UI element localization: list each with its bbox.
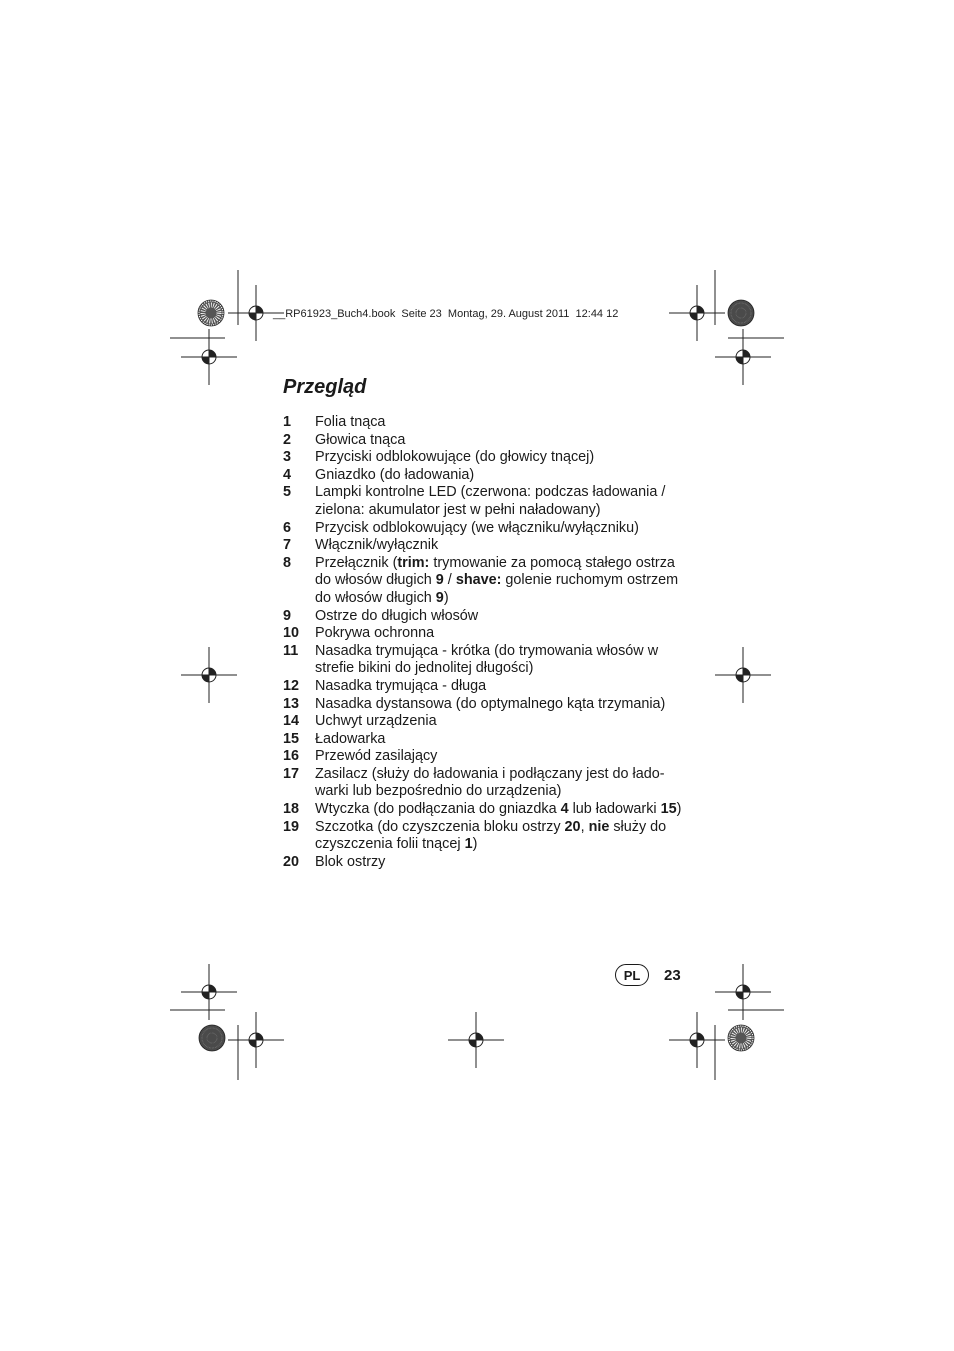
item-description-line (315, 854, 703, 872)
item-description-line (315, 590, 703, 608)
text-segment: Nasadka trymująca - długa (315, 677, 487, 694)
item-description-line (315, 449, 703, 467)
list-item (283, 608, 703, 626)
text-segment: strefie bikini do jednolitej długości) (315, 660, 534, 677)
bold-reference: 15 (660, 801, 677, 818)
item-number: 9 (283, 607, 292, 624)
list-item (283, 766, 703, 801)
text-segment: Ładowarka (315, 730, 386, 747)
list-item (283, 801, 703, 819)
text-segment: Blok ostrzy (315, 853, 386, 870)
print-file-header: __RP61923_Buch4.book Seite 23 Montag, 29. August 2011 12:44 12 (273, 308, 619, 320)
item-number: 20 (283, 853, 300, 870)
item-number: 19 (283, 818, 300, 835)
item-number: 11 (283, 642, 299, 659)
item-description-line (315, 643, 703, 661)
list-item (283, 643, 703, 678)
item-description-line (315, 748, 703, 766)
item-description-line (315, 555, 703, 573)
text-segment: Przyciski odblokowujące (do głowicy tnącej) (315, 449, 595, 466)
item-description-line (315, 766, 703, 784)
item-number: 5 (283, 484, 292, 501)
item-number: 7 (283, 537, 292, 554)
item-number: 8 (283, 554, 292, 571)
list-item (283, 432, 703, 450)
list-item (283, 414, 703, 432)
item-description (315, 484, 703, 519)
item-description (315, 713, 703, 731)
item-description-line (315, 713, 703, 731)
text-segment: Zasilacz (służy do ładowania i podłączany jest do łado- (315, 765, 665, 782)
text-segment: Przycisk odblokowujący (we włączniku/wyłączniku) (315, 519, 639, 536)
text-segment: ) (472, 836, 478, 853)
item-description (315, 643, 703, 678)
text-segment: czyszczenia folii tnącej (315, 836, 465, 853)
item-description-line (315, 660, 703, 678)
item-number: 12 (283, 677, 300, 694)
bold-reference: 1 (464, 836, 473, 853)
language-badge: PL (615, 964, 649, 986)
list-item (283, 467, 703, 485)
item-description-line (315, 520, 703, 538)
bold-reference: 20 (564, 818, 581, 835)
item-number: 15 (283, 730, 300, 747)
item-description (315, 608, 703, 626)
page-footer (615, 964, 681, 986)
item-description (315, 432, 703, 450)
item-description-line (315, 414, 703, 432)
bold-reference: 4 (560, 801, 569, 818)
item-number: 13 (283, 695, 300, 712)
item-description-line (315, 678, 703, 696)
item-description-line (315, 801, 703, 819)
item-description (315, 854, 703, 872)
item-number: 10 (283, 625, 300, 642)
list-item (283, 854, 703, 872)
item-description (315, 696, 703, 714)
item-description-line (315, 731, 703, 749)
text-segment: do włosów długich (315, 589, 436, 606)
bold-reference: 9 (435, 572, 444, 589)
item-number: 4 (283, 466, 292, 483)
text-segment: / (443, 572, 456, 589)
text-segment: Uchwyt urządzenia (315, 713, 437, 730)
text-segment: zielona: akumulator jest w pełni naładowany) (315, 501, 601, 518)
item-description (315, 537, 703, 555)
item-number: 16 (283, 748, 300, 765)
text-segment: warki lub bezpośrednio do urządzenia) (315, 783, 562, 800)
item-description-line (315, 819, 703, 837)
item-number: 3 (283, 449, 292, 466)
item-description (315, 520, 703, 538)
item-number: 17 (283, 765, 300, 782)
text-segment: Pokrywa ochronna (315, 625, 435, 642)
item-description-line (315, 696, 703, 714)
page-title: Przegląd (283, 376, 367, 398)
item-description-line (315, 625, 703, 643)
text-segment: ) (443, 589, 449, 606)
text-segment: Gniazdko (do ładowania) (315, 466, 475, 483)
text-segment: lub ładowarki (568, 801, 661, 818)
text-segment: Nasadka dystansowa (do optymalnego kąta trzymania) (315, 695, 666, 712)
bold-reference: trim: (397, 554, 430, 571)
list-item (283, 537, 703, 555)
text-segment: Przełącznik ( (315, 554, 398, 571)
list-item (283, 449, 703, 467)
text-segment: Lampki kontrolne LED (czerwona: podczas ładowania / (315, 484, 666, 501)
item-description (315, 801, 703, 819)
item-description-line (315, 484, 703, 502)
list-item (283, 819, 703, 854)
list-item (283, 520, 703, 538)
item-description (315, 625, 703, 643)
item-description (315, 467, 703, 485)
item-description (315, 555, 703, 608)
item-description-line (315, 572, 703, 590)
list-item (283, 731, 703, 749)
text-segment: Głowica tnąca (315, 431, 406, 448)
list-item (283, 625, 703, 643)
item-number: 1 (283, 414, 292, 430)
text-segment: golenie ruchomym ostrzem (501, 572, 679, 589)
text-segment: Przewód zasilający (315, 748, 438, 765)
item-description-line (315, 783, 703, 801)
text-segment: służy do (609, 818, 667, 835)
item-number: 18 (283, 801, 300, 818)
item-description (315, 766, 703, 801)
overview-parts-list (283, 414, 703, 871)
item-number: 14 (283, 713, 300, 730)
list-item (283, 713, 703, 731)
text-segment: do włosów długich (315, 572, 436, 589)
bold-reference: shave: (455, 572, 502, 589)
list-item (283, 696, 703, 714)
item-description (315, 449, 703, 467)
text-segment: ) (676, 801, 682, 818)
page-number: 23 (664, 966, 681, 984)
list-item (283, 555, 703, 608)
item-description (315, 678, 703, 696)
text-segment: Nasadka trymująca - krótka (do trymowania włosów w (315, 642, 659, 659)
text-segment: Wtyczka (do podłączania do gniazdka (315, 801, 561, 818)
bold-reference: 9 (435, 589, 444, 606)
item-number: 2 (283, 431, 292, 448)
list-item (283, 748, 703, 766)
item-description (315, 748, 703, 766)
bold-reference: nie (588, 818, 610, 835)
item-description-line (315, 537, 703, 555)
item-description-line (315, 836, 703, 854)
item-number: 6 (283, 519, 292, 536)
item-description (315, 414, 703, 432)
list-item (283, 484, 703, 519)
text-segment: trymowanie za pomocą stałego ostrza (429, 554, 675, 571)
text-segment: Folia tnąca (315, 414, 386, 430)
list-item (283, 678, 703, 696)
item-description-line (315, 608, 703, 626)
item-description (315, 819, 703, 854)
text-segment: Szczotka (do czyszczenia bloku ostrzy (315, 818, 565, 835)
item-description (315, 731, 703, 749)
text-segment: Włącznik/wyłącznik (315, 537, 439, 554)
item-description-line (315, 467, 703, 485)
text-segment: , (580, 818, 589, 835)
item-description-line (315, 432, 703, 450)
text-segment: Ostrze do długich włosów (315, 607, 479, 624)
item-description-line (315, 502, 703, 520)
